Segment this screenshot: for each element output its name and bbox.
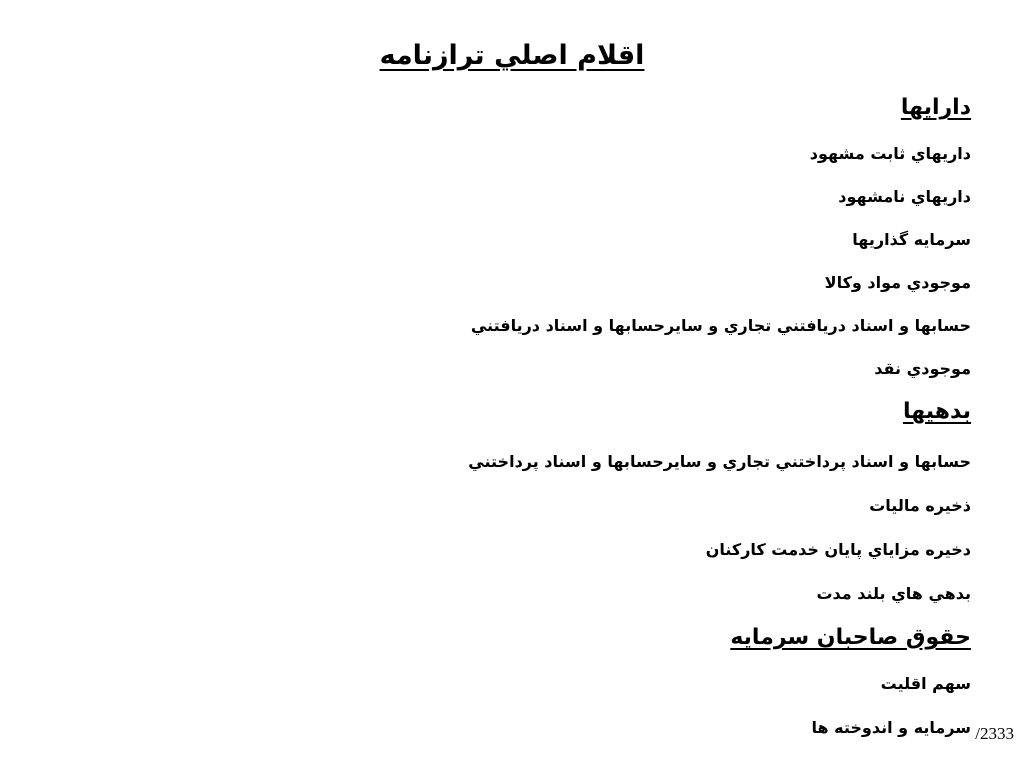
- equity-heading: حقوق صاحبان سرمايه: [730, 625, 971, 650]
- liabilities-section: [71, 390, 971, 616]
- list-item: موجودي نقد: [874, 359, 971, 378]
- list-item: موجودي مواد وكالا: [824, 273, 971, 292]
- slide-title: اقلام اصلي ترازنامه: [379, 40, 645, 71]
- assets-heading: دارايها: [900, 95, 971, 120]
- equity-section: [71, 616, 971, 750]
- list-item: سهم اقليت: [880, 674, 971, 693]
- list-item: سرمايه گذاريها: [852, 230, 971, 249]
- list-item: حسابها و اسناد پرداختني تجاري و سايرحسابها و اسناد پرداختني: [468, 452, 971, 471]
- list-item: دخيره مزاياي پايان خدمت كاركنان: [705, 540, 971, 559]
- balance-sheet-items: [71, 92, 971, 750]
- list-item: بدهي هاي بلند مدت: [816, 584, 971, 603]
- list-item: حسابها و اسناد دريافتني تجاري و سايرحسابها و اسناد دريافتني: [470, 316, 971, 335]
- list-item: داريهاي نامشهود: [838, 187, 971, 206]
- list-item: سرمايه و اندوخته ها: [811, 718, 971, 737]
- list-item: ذخيره ماليات: [869, 496, 971, 515]
- liabilities-heading: بدهيها: [903, 399, 971, 424]
- page-number: /2333: [975, 724, 1014, 743]
- assets-section: [71, 92, 971, 390]
- list-item: داريهاي ثابت مشهود: [809, 144, 971, 163]
